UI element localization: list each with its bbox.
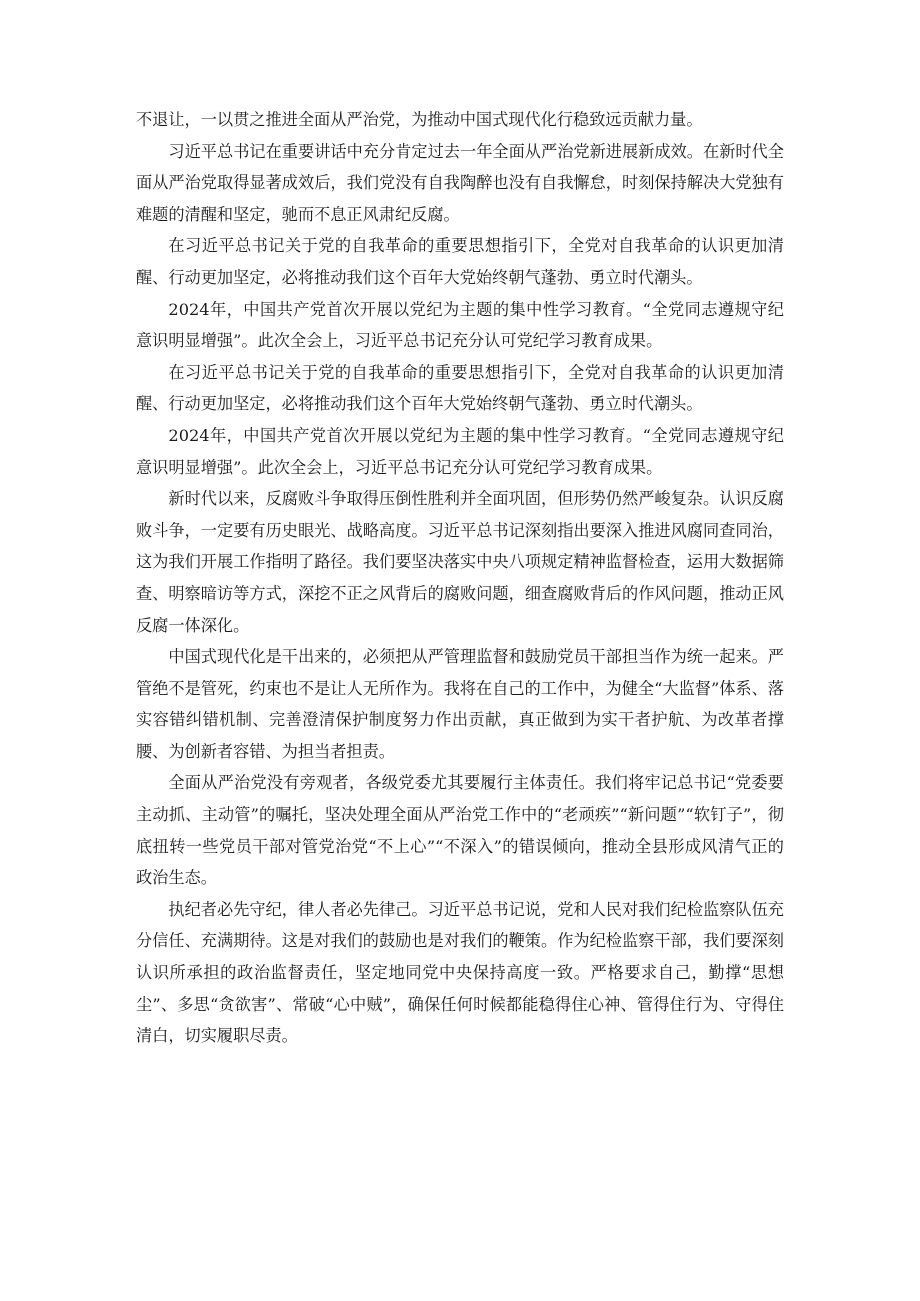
paragraph-1: 不退让，一以贯之推进全面从严治党，为推动中国式现代化行稳致远贡献力量。: [136, 110, 703, 129]
paragraph-10: 执纪者必先守纪，律人者必先律己。习近平总书记说，党和人民对我们纪检监察队伍充分信任、充满期待。这是对我们的鼓励也是对我们的鞭策。作为纪检监察干部，我们要深刻认识所承担的政治监督责任，坚定地同党中央保持高度一致。严格要求自己，勤撑“思想尘”、多思“贪欲害”、常破“心中贼”，确保任何时候都能稳得住心神、管得住行为、守得住清白，切实履职尽责。: [136, 899, 784, 1046]
document-body: [136, 104, 784, 1052]
paragraph-8: 中国式现代化是干出来的，必须把从严管理监督和鼓励党员干部担当作为统一起来。严管绝不是管死，约束也不是让人无所作为。我将在自己的工作中，为健全“大监督”体系、落实容错纠错机制、完善澄清保护制度努力作出贡献，真正做到为实干者护航、为改革者撑腰、为创新者容错、为担当者担责。: [136, 647, 784, 761]
paragraph-5: 在习近平总书记关于党的自我革命的重要思想指引下，全党对自我革命的认识更加清醒、行动更加坚定，必将推动我们这个百年大党始终朝气蓬勃、勇立时代潮头。: [136, 362, 784, 414]
paragraph-9: 全面从严治党没有旁观者，各级党委尤其要履行主体责任。我们将牢记总书记“党委要主动抓、主动管”的嘱托，坚决处理全面从严治党工作中的“老顽疾”“新问题”“软钉子”，彻底扭转一些党员干部对管党治党“不上心”“不深入”的错误倾向，推动全县形成风清气正的政治生态。: [136, 773, 784, 888]
paragraph-3: 在习近平总书记关于党的自我革命的重要思想指引下，全党对自我革命的认识更加清醒、行动更加坚定，必将推动我们这个百年大党始终朝气蓬勃、勇立时代潮头。: [136, 236, 784, 287]
paragraph-7: 新时代以来，反腐败斗争取得压倒性胜利并全面巩固，但形势仍然严峻复杂。认识反腐败斗争，一定要有历史眼光、战略高度。习近平总书记深刻指出要深入推进风腐同查同治，这为我们开展工作指明了路径。我们要坚决落实中央八项规定精神监督检查，运用大数据筛查、明察暗访等方式，深挖不正之风背后的腐败问题，细查腐败背后的作风问题，推动正风反腐一体深化。: [136, 489, 784, 635]
paragraph-2: 习近平总书记在重要讲话中充分肯定过去一年全面从严治党新进展新成效。在新时代全面从严治党取得显著成效后，我们党没有自我陶醉也没有自我懈怠，时刻保持解决大党独有难题的清醒和坚定，驰而不息正风肃纪反腐。: [136, 141, 784, 224]
paragraph-4: 2024年，中国共产党首次开展以党纪为主题的集中性学习教育。“全党同志遵规守纪意识明显增强”。此次全会上，习近平总书记充分认可党纪学习教育成果。: [136, 299, 784, 351]
paragraph-6: 2024年，中国共产党首次开展以党纪为主题的集中性学习教育。“全党同志遵规守纪意识明显增强”。此次全会上，习近平总书记充分认可党纪学习教育成果。: [136, 425, 784, 477]
